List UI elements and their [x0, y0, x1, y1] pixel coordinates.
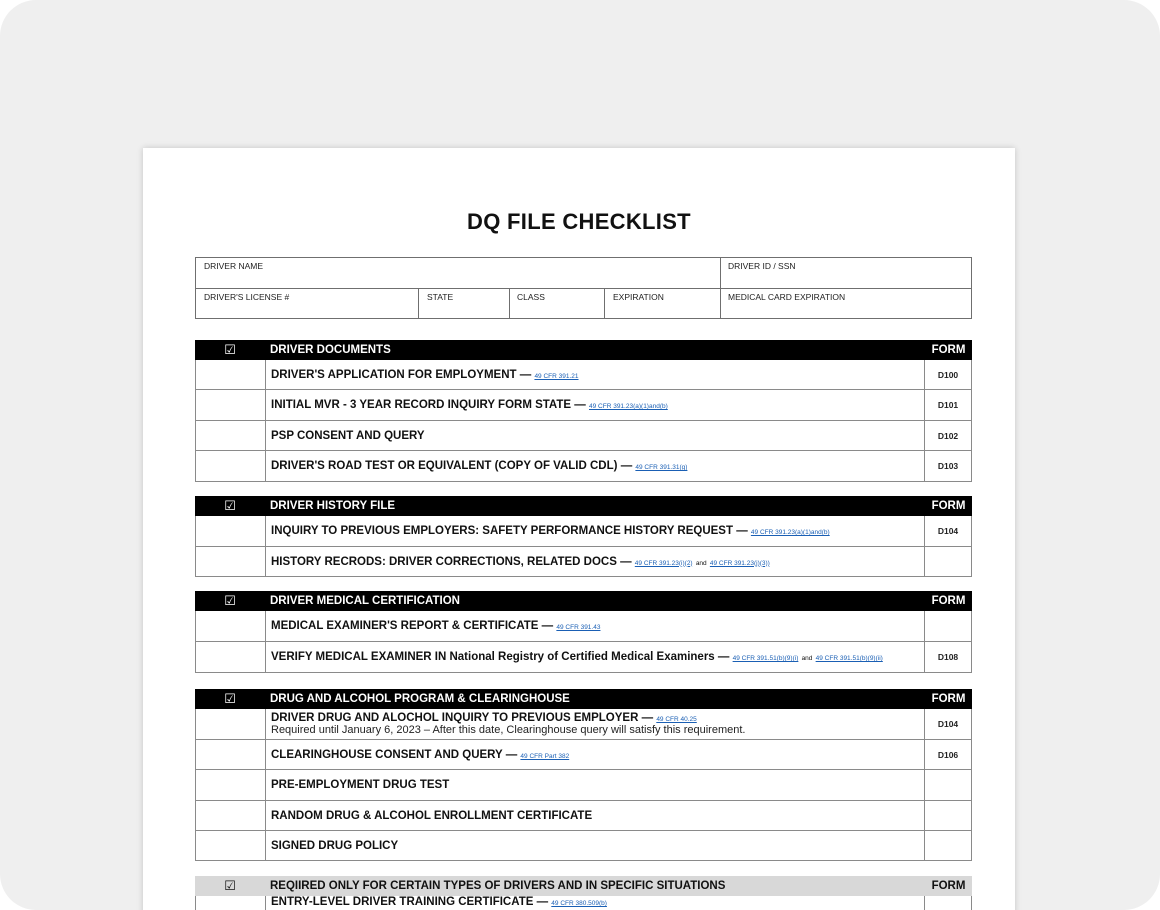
- form-code: [924, 831, 971, 860]
- section-driver-history: [195, 496, 972, 577]
- item-label: HISTORY RECRODS: DRIVER CORRECTIONS, RELATED DOCS: [271, 555, 617, 568]
- form-code: [924, 611, 971, 641]
- form-code: D104: [924, 709, 971, 739]
- form-code: [924, 770, 971, 800]
- section-header: [195, 591, 972, 611]
- form-column-header: FORM: [931, 693, 966, 705]
- item-label: RANDOM DRUG & ALCOHOL ENROLLMENT CERTIFICATE: [271, 809, 593, 822]
- cfr-link[interactable]: 49 CFR 40.25: [656, 716, 697, 723]
- item-label: DRIVER DRUG AND ALOCHOL INQUIRY TO PREVIOUS EMPLOYER: [271, 712, 639, 724]
- driver-name-field[interactable]: DRIVER NAME: [204, 261, 264, 271]
- cfr-link[interactable]: 49 CFR 380.509(b): [551, 900, 607, 907]
- form-code: D101: [924, 390, 971, 420]
- check-cell[interactable]: [196, 516, 266, 546]
- class-field[interactable]: CLASS: [517, 292, 545, 302]
- checkbox-icon: ☑: [224, 342, 236, 357]
- table-row: DRIVER DRUG AND ALOCHOL INQUIRY TO PREVIOUS EMPLOYER — 49 CFR 40.25 Required until January 6, 2023 – After this date, Clearinghouse query will satisfy this requirement. D104: [195, 709, 972, 740]
- check-cell[interactable]: [196, 770, 266, 800]
- item-note: Required until January 6, 2023 – After this date, Clearinghouse query will satisfy this requirement.: [271, 724, 746, 736]
- section-header: [195, 876, 972, 896]
- table-row: MEDICAL EXAMINER'S REPORT & CERTIFICATE — 49 CFR 391.43: [195, 611, 972, 642]
- form-code: [924, 801, 971, 830]
- table-row: VERIFY MEDICAL EXAMINER IN National Registry of Certified Medical Examiners — 49 CFR 391.51(b)(9)(i) and 49 CFR 391.51(b)(9)(ii) D108: [195, 642, 972, 673]
- table-row: INQUIRY TO PREVIOUS EMPLOYERS: SAFETY PERFORMANCE HISTORY REQUEST — 49 CFR 391.23(a)(1)and(b) D104: [195, 516, 972, 547]
- cfr-link[interactable]: 49 CFR 391.51(b)(9)(i): [732, 655, 799, 662]
- table-row: INITIAL MVR - 3 YEAR RECORD INQUIRY FORM STATE — 49 CFR 391.23(a)(1)and(b) D101: [195, 390, 972, 421]
- table-row: CLEARINGHOUSE CONSENT AND QUERY — 49 CFR Part 382 D106: [195, 740, 972, 770]
- form-code: D100: [924, 360, 971, 389]
- document-page: [143, 148, 1015, 910]
- section-header: [195, 496, 972, 516]
- item-label: SIGNED DRUG POLICY: [271, 839, 399, 852]
- cfr-link[interactable]: 49 CFR 391.23(j)(3)): [709, 559, 770, 567]
- license-field[interactable]: DRIVER'S LICENSE #: [204, 292, 290, 302]
- check-cell[interactable]: [196, 896, 266, 910]
- section-special-situations: [195, 876, 972, 910]
- item-label: PSP CONSENT AND QUERY: [271, 429, 425, 442]
- cfr-link[interactable]: 49 CFR Part 382: [520, 752, 570, 760]
- table-row: DRIVER'S ROAD TEST OR EQUIVALENT (COPY OF VALID CDL) — 49 CFR 391.31(g) D103: [195, 451, 972, 482]
- form-code: D108: [924, 642, 971, 672]
- item-label: INITIAL MVR - 3 YEAR RECORD INQUIRY FORM STATE: [271, 399, 572, 411]
- check-cell[interactable]: [196, 451, 266, 481]
- page-title: DQ FILE CHECKLIST: [467, 209, 691, 234]
- check-cell[interactable]: [196, 360, 266, 389]
- cfr-link[interactable]: 49 CFR 391.23(a)(1)and(b): [750, 529, 830, 536]
- cfr-link[interactable]: 49 CFR 391.23(i)(2): [634, 559, 693, 567]
- item-label: DRIVER'S APPLICATION FOR EMPLOYMENT: [271, 368, 517, 381]
- table-row: HISTORY RECRODS: DRIVER CORRECTIONS, RELATED DOCS — 49 CFR 391.23(i)(2) and 49 CFR 391.23(j)(3)): [195, 547, 972, 577]
- expiration-field[interactable]: EXPIRATION: [613, 292, 664, 302]
- driver-id-field[interactable]: DRIVER ID / SSN: [728, 261, 796, 271]
- section-header: [195, 689, 972, 709]
- checkbox-icon: ☑: [224, 498, 236, 513]
- table-row: [195, 831, 972, 861]
- check-cell[interactable]: [196, 709, 266, 739]
- section-title: DRIVER MEDICAL CERTIFICATION: [270, 595, 460, 607]
- form-code: D103: [924, 451, 971, 481]
- check-cell[interactable]: [196, 421, 266, 450]
- check-cell[interactable]: [196, 611, 266, 641]
- item-label: DRIVER'S ROAD TEST OR EQUIVALENT (COPY OF VALID CDL): [271, 460, 618, 472]
- item-label: ENTRY-LEVEL DRIVER TRAINING CERTIFICATE: [271, 896, 534, 908]
- section-title: REQIIRED ONLY FOR CERTAIN TYPES OF DRIVERS AND IN SPECIFIC SITUATIONS: [270, 880, 726, 892]
- form-column-header: FORM: [931, 344, 966, 356]
- form-code: [924, 547, 971, 576]
- checkbox-icon: ☑: [224, 878, 236, 893]
- check-cell[interactable]: [196, 390, 266, 420]
- table-row: [195, 770, 972, 801]
- item-label: PRE-EMPLOYMENT DRUG TEST: [271, 779, 450, 791]
- section-header: [195, 340, 972, 360]
- item-label: MEDICAL EXAMINER'S REPORT & CERTIFICATE: [271, 620, 539, 632]
- checkbox-icon: ☑: [224, 691, 236, 706]
- check-cell[interactable]: [196, 801, 266, 830]
- section-driver-documents: [195, 340, 972, 482]
- item-label: INQUIRY TO PREVIOUS EMPLOYERS: SAFETY PERFORMANCE HISTORY REQUEST: [271, 525, 733, 537]
- table-row: [195, 801, 972, 831]
- check-cell[interactable]: [196, 642, 266, 672]
- medical-card-field[interactable]: MEDICAL CARD EXPIRATION: [728, 292, 846, 302]
- table-row: ENTRY-LEVEL DRIVER TRAINING CERTIFICATE — 49 CFR 380.509(b): [195, 896, 972, 910]
- check-cell[interactable]: [196, 831, 266, 860]
- form-column-header: FORM: [931, 595, 966, 607]
- form-column-header: FORM: [931, 500, 966, 512]
- item-label: VERIFY MEDICAL EXAMINER IN National Registry of Certified Medical Examiners: [271, 651, 715, 663]
- cfr-link[interactable]: 49 CFR 391.23(a)(1)and(b): [589, 403, 668, 410]
- state-field[interactable]: STATE: [427, 292, 454, 302]
- section-driver-medical: [195, 591, 972, 673]
- form-code: [924, 896, 971, 910]
- checkbox-icon: ☑: [224, 593, 236, 608]
- section-title: DRIVER DOCUMENTS: [270, 344, 391, 356]
- section-title: DRIVER HISTORY FILE: [270, 500, 396, 512]
- check-cell[interactable]: [196, 740, 266, 769]
- cfr-link[interactable]: 49 CFR 391.31(g): [635, 464, 688, 471]
- item-label: CLEARINGHOUSE CONSENT AND QUERY: [271, 748, 503, 761]
- form-code: D102: [924, 421, 971, 450]
- cfr-link[interactable]: 49 CFR 391.43: [556, 624, 601, 631]
- table-row: DRIVER'S APPLICATION FOR EMPLOYMENT — 49 CFR 391.21 D100: [195, 360, 972, 390]
- form-code: D106: [924, 740, 971, 769]
- form-code: D104: [924, 516, 971, 546]
- table-row: [195, 421, 972, 451]
- section-drug-alcohol: [195, 689, 972, 861]
- check-cell[interactable]: [196, 547, 266, 576]
- cfr-link[interactable]: 49 CFR 391.21: [534, 372, 579, 380]
- form-column-header: FORM: [931, 880, 966, 892]
- cfr-link[interactable]: 49 CFR 391.51(b)(9)(ii): [815, 655, 883, 662]
- driver-info-grid: [195, 257, 972, 319]
- section-title: DRUG AND ALCOHOL PROGRAM & CLEARINGHOUSE: [270, 693, 570, 705]
